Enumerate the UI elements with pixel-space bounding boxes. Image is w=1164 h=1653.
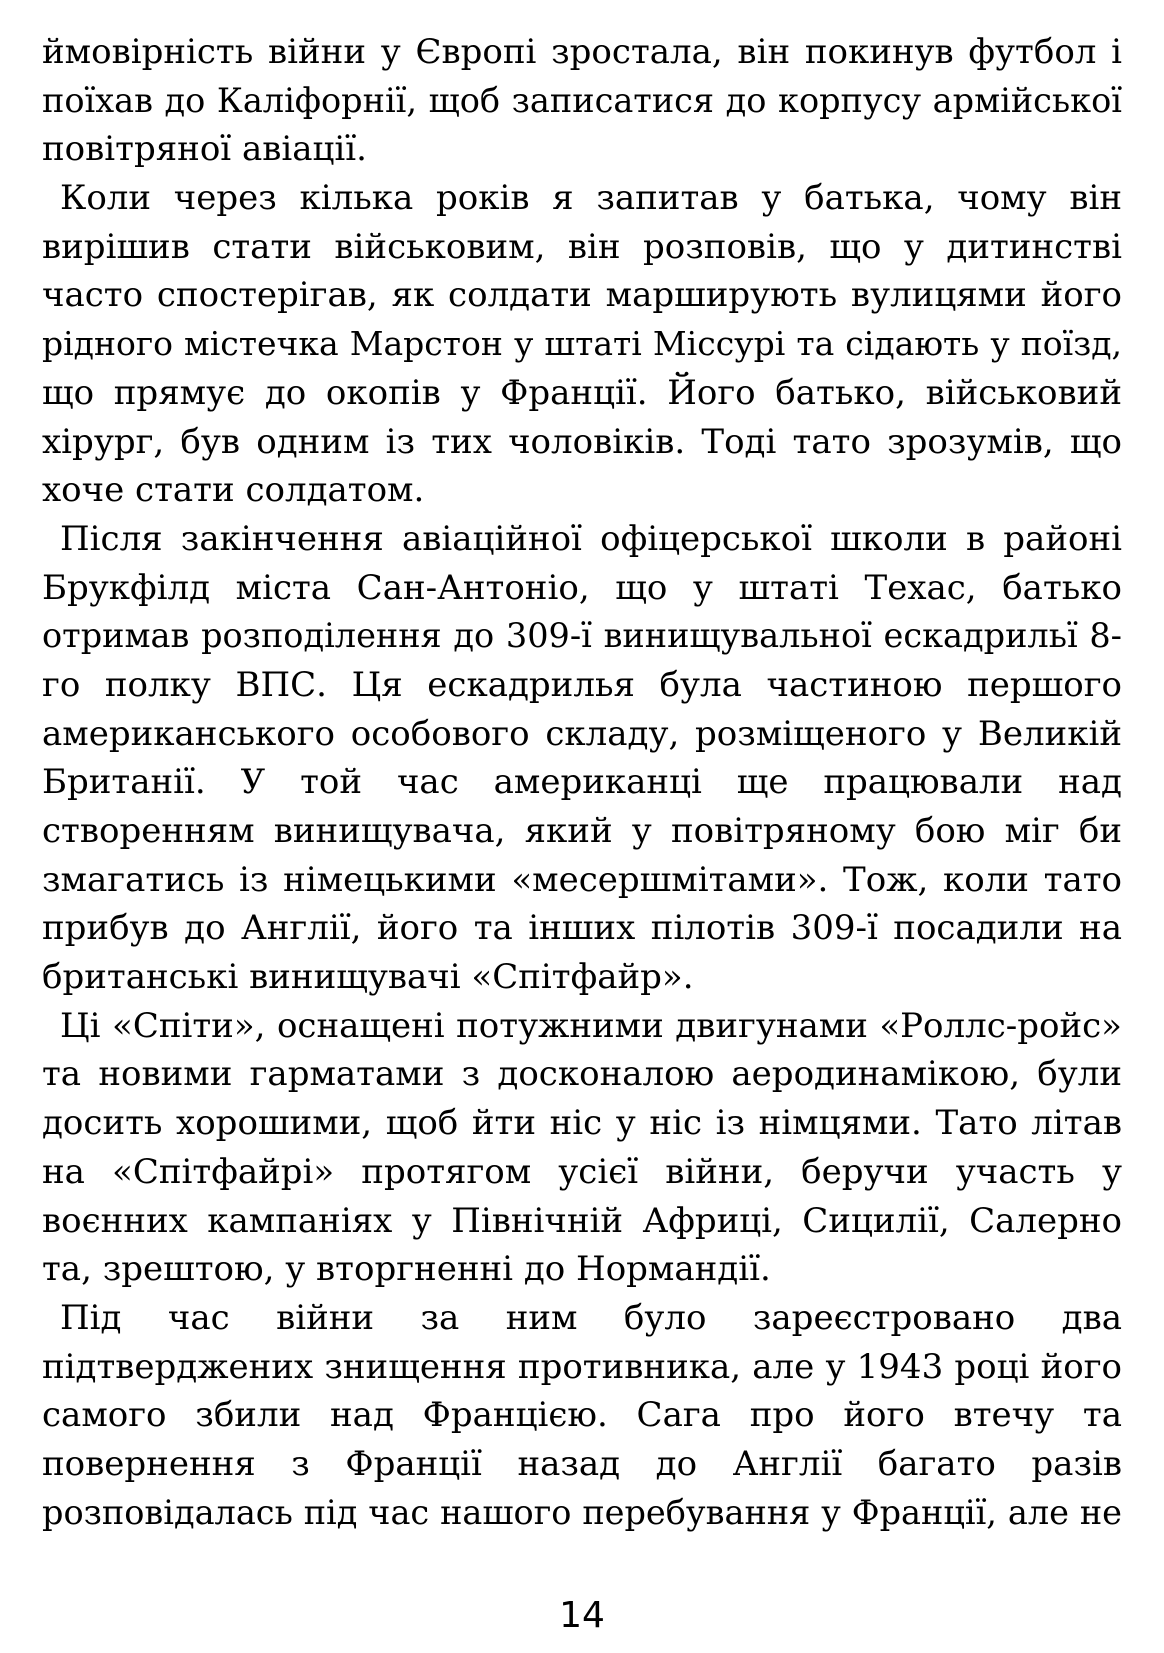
text-line: ймовірність війни у Європі зростала, він покинув футбол і (42, 32, 1122, 72)
text-line: створенням винищувача, який у повітряному бою міг би (42, 811, 1122, 851)
paragraph-1 (42, 28, 1122, 174)
page-number: 14 (559, 1595, 605, 1636)
text-line: часто спостерігав, як солдати марширують вулицями його (42, 275, 1122, 316)
text-line: британські винищувачі «Спітфайр». (42, 957, 694, 998)
text-line: го полку ВПС. Ця ескадрилья була частиною першого (42, 664, 1122, 705)
text-line: Ці «Спіти», оснащені потужними двигунами «Роллс-ройс» (60, 1005, 1122, 1046)
text-line: американського особового складу, розміщеного у Великій (42, 713, 1122, 754)
paragraph-4 (42, 1002, 1122, 1294)
text-line: прибув до Англії, його та інших пілотів 309-ї посадили на (42, 908, 1122, 949)
text-line: Після закінчення авіаційної офіцерської школи в районі (60, 518, 1122, 559)
paragraph-2 (42, 174, 1122, 515)
text-line: отримав розподілення до 309-ї винищувальної ескадрильї 8- (42, 616, 1122, 656)
text-line: змагатись із німецькими «месершмітами». Тож, коли тато (42, 859, 1122, 900)
body-text (42, 28, 1122, 1537)
text-line: та новими гарматами з досконалою аеродинамікою, були (42, 1054, 1122, 1095)
text-line: воєнних кампаніях у Північній Африці, Сицилії, Салерно (42, 1200, 1122, 1241)
text-line: Брукфілд міста Сан-Антоніо, що у штаті Техас, батько (42, 567, 1122, 608)
text-line: рідного містечка Марстон у штаті Міссурі та сідають у поїзд, (42, 324, 1122, 364)
text-line: та, зрештою, у вторгненні до Нормандії. (42, 1249, 771, 1290)
text-line: підтверджених знищення противника, але у 1943 році його (42, 1346, 1122, 1387)
text-line: вирішив стати військовим, він розповів, що у дитинстві (42, 226, 1122, 267)
text-line: самого збили над Францією. Сага про його втечу та (42, 1395, 1122, 1436)
text-line: розповідалась під час нашого перебування у Франції, але не (42, 1492, 1122, 1532)
text-line: повернення з Франції назад до Англії багато разів (42, 1443, 1122, 1484)
paragraph-3 (42, 515, 1122, 1002)
paragraph-5 (42, 1294, 1122, 1537)
text-line: що прямує до окопів у Франції. Його батько, військовий (42, 372, 1122, 413)
text-line: на «Спітфайрі» протягом усієї війни, беручи участь у (42, 1151, 1122, 1192)
text-line: поїхав до Каліфорнії, щоб записатися до корпусу армійської (42, 80, 1122, 120)
text-line: повітряної авіації. (42, 129, 367, 170)
text-line: хірург, був одним із тих чоловіків. Тоді тато зрозумів, що (42, 421, 1122, 462)
text-line: Коли через кілька років я запитав у батька, чому він (60, 178, 1122, 219)
text-line: Під час війни за ним було зареєстровано два (60, 1297, 1122, 1338)
text-line: Британії. У той час американці ще працювали над (42, 762, 1122, 803)
text-line: хоче стати солдатом. (42, 470, 425, 511)
text-line: досить хорошими, щоб йти ніс у ніс із німцями. Тато літав (42, 1103, 1122, 1144)
